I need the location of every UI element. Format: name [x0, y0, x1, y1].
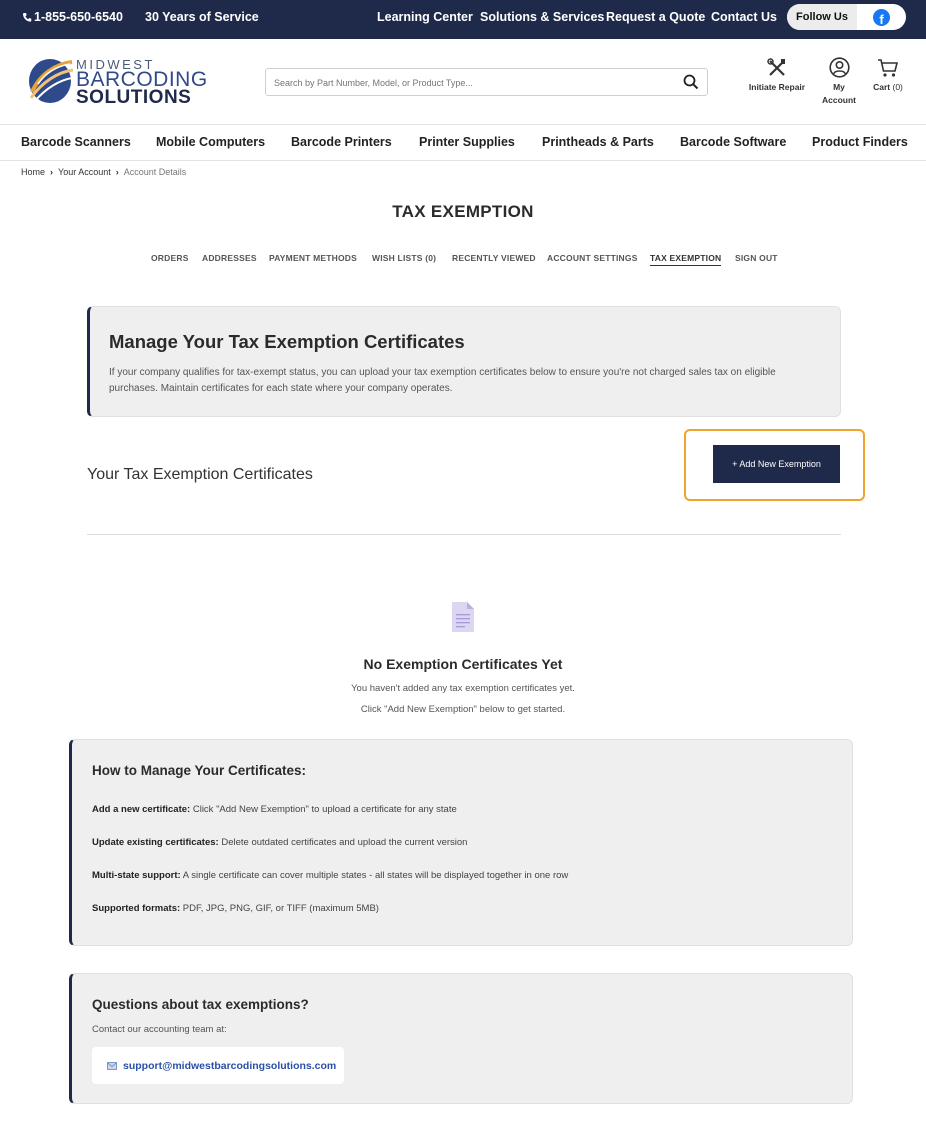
account-user-icon	[829, 57, 850, 78]
breadcrumb-chevron-icon: ›	[50, 167, 54, 177]
breadcrumb-current: Account Details	[123, 167, 187, 177]
top-bar	[0, 0, 926, 39]
search-input[interactable]	[274, 74, 674, 91]
email-icon	[107, 1062, 117, 1070]
repair-tools-icon	[767, 58, 787, 78]
nav-barcode-software[interactable]: Barcode Software	[680, 135, 787, 149]
facebook-icon[interactable]: f	[873, 9, 890, 26]
how-to-item	[92, 804, 457, 815]
add-new-exemption-button[interactable]: + Add New Exemption	[713, 445, 840, 483]
logo-text-midwest: MIDWEST	[76, 57, 155, 72]
how-to-item-label: Supported formats:	[92, 903, 181, 914]
how-to-item-label: Update existing certificates:	[92, 837, 219, 848]
how-to-item-label: Multi-state support:	[92, 870, 181, 881]
nav-product-finders[interactable]: Product Finders	[812, 135, 908, 149]
how-to-item	[92, 870, 568, 881]
how-to-title: How to Manage Your Certificates:	[92, 763, 307, 778]
questions-title: Questions about tax exemptions?	[92, 997, 309, 1012]
breadcrumb-home[interactable]: Home	[21, 167, 46, 177]
page-title: TAX EXEMPTION	[392, 202, 534, 221]
cart-label: Cart	[873, 82, 891, 92]
empty-state-line-1: You haven't added any tax exemption certificates yet.	[351, 683, 575, 694]
tab-tax-exemption[interactable]: TAX EXEMPTION	[650, 253, 721, 266]
nav-mobile-computers[interactable]: Mobile Computers	[156, 135, 266, 149]
tab-orders[interactable]: ORDERS	[151, 253, 189, 263]
tab-addresses[interactable]: ADDRESSES	[202, 253, 257, 263]
section-divider	[87, 534, 841, 535]
empty-state-title: No Exemption Certificates Yet	[363, 656, 563, 672]
tab-recently-viewed[interactable]: RECENTLY VIEWED	[452, 253, 536, 263]
manage-description: If your company qualifies for tax-exempt status, you can upload your tax exemption certificates below to ensure you're not charged sales tax on eligible purchases. Maintain certificates for each state where your company operates.	[109, 367, 776, 394]
cart-icon	[877, 58, 899, 78]
tab-wish-lists[interactable]: WISH LISTS (0)	[372, 253, 437, 263]
how-to-item-text: Click "Add New Exemption" to upload a certificate for any state	[190, 804, 457, 815]
questions-panel	[69, 973, 853, 1104]
breadcrumb-your-account[interactable]: Your Account	[58, 167, 111, 177]
how-to-item-text: PDF, JPG, PNG, GIF, or TIFF (maximum 5MB)	[180, 903, 379, 914]
search-icon[interactable]	[683, 74, 699, 90]
logo-swoosh-icon	[26, 54, 74, 106]
phone-link[interactable]	[22, 10, 123, 24]
questions-subtitle: Contact our accounting team at:	[92, 1024, 227, 1035]
certificates-heading: Your Tax Exemption Certificates	[87, 466, 313, 483]
nav-printer-supplies[interactable]: Printer Supplies	[419, 135, 515, 149]
tab-payment-methods[interactable]: PAYMENT METHODS	[269, 253, 358, 263]
nav-barcode-printers[interactable]: Barcode Printers	[291, 135, 392, 149]
how-to-item	[92, 903, 379, 914]
phone-icon	[22, 12, 32, 23]
how-to-item-label: Add a new certificate:	[92, 804, 191, 815]
nav-request-quote[interactable]: Request a Quote	[606, 10, 706, 24]
my-account-label-2: Account	[822, 95, 856, 105]
phone-number: 1-855-650-6540	[34, 10, 123, 24]
initiate-repair-link[interactable]	[746, 58, 808, 94]
how-to-item-text: Delete outdated certificates and upload the current version	[218, 837, 468, 848]
tab-account-settings[interactable]: ACCOUNT SETTINGS	[547, 253, 638, 263]
how-to-item-text: A single certificate can cover multiple states - all states will be displayed together in one row	[180, 870, 569, 881]
tab-sign-out[interactable]: SIGN OUT	[735, 253, 778, 263]
nav-barcode-scanners[interactable]: Barcode Scanners	[21, 135, 131, 149]
nav-contact-us[interactable]: Contact Us	[711, 10, 777, 24]
logo-text-solutions: SOLUTIONS	[76, 87, 192, 108]
empty-state-line-2: Click "Add New Exemption" below to get started.	[360, 704, 566, 715]
manage-title: Manage Your Tax Exemption Certificates	[109, 331, 465, 352]
support-email-box	[92, 1047, 344, 1084]
breadcrumb	[21, 167, 186, 177]
how-to-item	[92, 837, 467, 848]
logo-text-barcoding: BARCODING	[76, 68, 208, 91]
follow-us-label: Follow Us	[787, 4, 857, 30]
document-icon	[451, 601, 475, 633]
main-nav	[0, 124, 926, 161]
how-to-panel	[69, 739, 853, 946]
nav-printheads-parts[interactable]: Printheads & Parts	[542, 135, 654, 149]
initiate-repair-label: Initiate Repair	[748, 82, 806, 92]
my-account-link[interactable]	[818, 57, 860, 107]
manage-info-panel	[87, 306, 841, 417]
years-of-service: 30 Years of Service	[145, 10, 259, 24]
breadcrumb-chevron-icon: ›	[115, 167, 119, 177]
cart-link[interactable]	[868, 58, 908, 94]
site-logo[interactable]	[26, 54, 208, 110]
nav-solutions-services[interactable]: Solutions & Services	[480, 10, 605, 24]
my-account-label-1: My	[833, 82, 845, 92]
cart-count: (0)	[892, 82, 903, 92]
support-email-link[interactable]: support@midwestbarcodingsolutions.com	[123, 1059, 337, 1072]
nav-learning-center[interactable]: Learning Center	[377, 10, 473, 24]
follow-us-button[interactable]	[787, 4, 906, 30]
search-bar	[265, 68, 708, 96]
